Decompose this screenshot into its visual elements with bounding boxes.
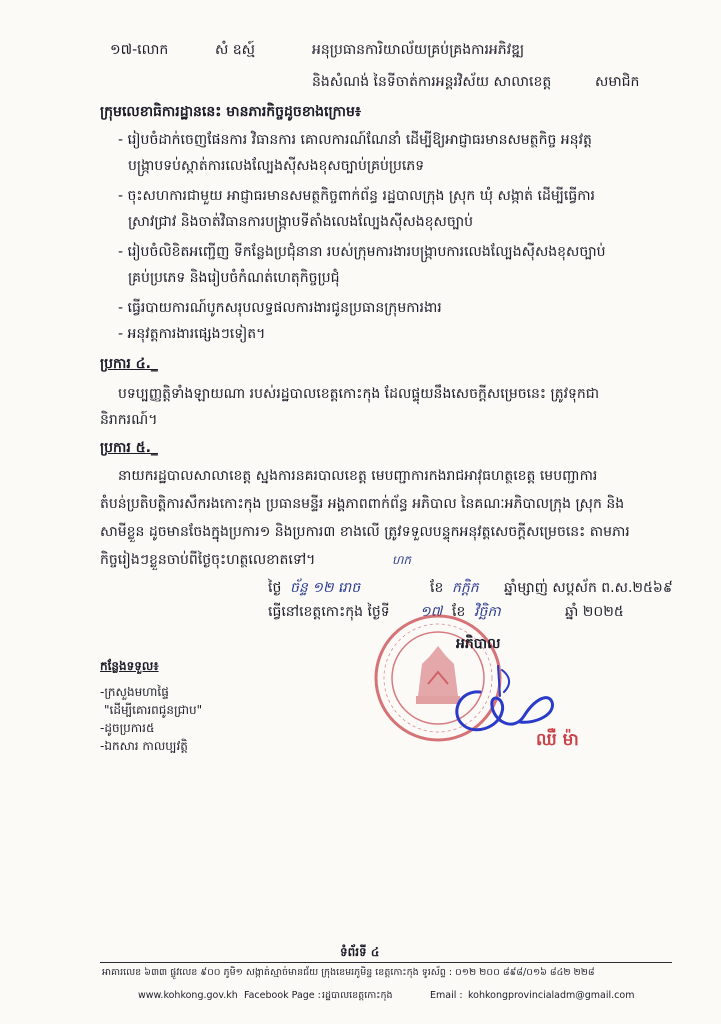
signatory-name: ឈឺ ម៉ា [536, 730, 579, 750]
duty-item-2-line1: - ចុះសហការជាមួយ អាជ្ញាធរមានសមត្ថកិច្ចពាក់ព័ន្ធ រដ្ឋបាលក្រុង ស្រុក ឃុំ សង្កាត់ ដើម្បីធ្វើការ [118, 188, 595, 204]
footer-facebook-link[interactable]: រដ្ឋបាលខេត្តកោះកុង [322, 990, 393, 1001]
handwritten-initials: ហក [392, 553, 412, 567]
article-5-line4: កិច្ចរៀងៗខ្លួនចាប់ពីថ្ងៃចុះហត្ថលេខាតទៅ។ [100, 552, 316, 568]
article-4-title: ប្រការ ៤._ [100, 356, 158, 372]
member-role-line1: អនុប្រធានការិយាល័យគ្រប់គ្រងការអភិវឌ្ឍ [312, 42, 525, 58]
duties-heading: ក្រុមលេខាធិការដ្ឋាននេះ មានភារកិច្ចដូចខាងក្រោម៖ [100, 104, 362, 120]
duty-item-5: - អនុវត្តការងារផ្សេងៗទៀត។ [118, 326, 266, 342]
member-number: ១៧-លោក [110, 42, 169, 58]
footer-address: អាគារលេខ ៦៣៣ ផ្លូវលេខ ៩០០ ភូមិ១ សង្កាត់ស្មាច់មានជ័យ ក្រុងខេមរភូមិន្ទ ខេត្តកោះកុង ទូរស័ព្ទ : ០១២ ២០០ ៨៩៨/០១៦ ៨៤២ ២២៨ [102, 967, 595, 978]
solar-day: ១៧ [420, 604, 443, 620]
solar-date-prefix: ធ្វើនៅខេត្តកោះកុង ថ្ងៃទី [268, 604, 390, 620]
member-name: សំ ឧស្ម៍ [215, 42, 255, 58]
recipients-heading: កន្លែងទទួល៖ [100, 659, 159, 673]
duty-item-1-line1: - រៀបចំដាក់ចេញផែនការ វិធានការ គោលការណ៍ណែនាំ ដើម្បីឱ្យអាជ្ញាធរមានសមត្ថកិច្ច អនុវត្ត [118, 132, 592, 148]
lunar-day: ច័ន្ទ ១២ រោច [290, 580, 361, 596]
solar-year: ឆ្នាំ ២០២៥ [565, 604, 624, 620]
article-5-line2: តំបន់ប្រតិបត្តិការសឹករងកោះកុង ប្រធានមន្ទីរ អង្គភាពពាក់ព័ន្ធ អភិបាល នៃគណៈអភិបាលក្រុង ស្រុក និង [100, 496, 625, 512]
lunar-month: កក្តិក [452, 580, 479, 596]
footer-email-link[interactable]: kohkongprovincialadm@gmail.com [468, 990, 635, 1001]
recipient-2: -ដូចប្រការ៥ [100, 721, 155, 735]
duty-item-4: - ធ្វើរបាយការណ៍បូកសរុបលទ្ធផលការងារជូនប្រធានក្រុមការងារ [118, 300, 442, 316]
duty-item-3-line1: - រៀបចំលិខិតអញ្ជើញ ទីកន្លែងប្រជុំនានា របស់ក្រុមការងារបង្ក្រាបការលេងល្បែងស៊ីសងខុសច្បាប់ [118, 244, 606, 260]
recipient-1-note: "ដើម្បីគោរពជូនជ្រាប" [104, 703, 203, 717]
footer-website-link[interactable]: www.kohkong.gov.kh [138, 990, 238, 1001]
duty-item-2-line2: ស្រាវជ្រាវ និងចាត់វិធានការបង្ក្រាបទីតាំងលេងល្បែងស៊ីសងខុសច្បាប់ [128, 214, 474, 230]
duty-item-1-line2: បង្ក្រាបទប់ស្កាត់ការលេងល្បែងស៊ីសងខុសច្បាប់គ្រប់ប្រភេទ [128, 158, 425, 174]
article-5-line1: នាយករដ្ឋបាលសាលាខេត្ត ស្នងការនគរបាលខេត្ត មេបញ្ជាការកងរាជអាវុធហត្ថខេត្ត មេបញ្ជាការ [118, 468, 598, 484]
duty-item-3-line2: គ្រប់ប្រភេទ និងរៀបចំកំណត់ហេតុកិច្ចប្រជុំ [128, 270, 340, 286]
solar-month: វិច្ឆិកា [474, 604, 501, 620]
signatory-title: អភិបាល [456, 636, 501, 652]
article-4-line1: បទប្បញ្ញត្តិទាំងឡាយណា របស់រដ្ឋបាលខេត្តកោះកុង ដែលផ្ទុយនឹងសេចក្តីសម្រេចនេះ ត្រូវទុកជា [118, 386, 600, 402]
footer-email-label: Email : [430, 990, 463, 1001]
article-5-line3: សាមីខ្លួន ដូចមានចែងក្នុងប្រការ១ និងប្រការ៣ ខាងលើ ត្រូវទទួលបន្ទុកអនុវត្តសេចក្តីសម្រេចនេះ តាមភារ [100, 524, 630, 540]
lunar-year: ឆ្នាំម្សាញ់ សប្តស័ក ព.ស.២៥៦៩ [504, 580, 673, 596]
article-4-line2: និរាករណ៍។ [100, 412, 158, 428]
recipient-3: -ឯកសារ កាលប្បវត្តិ [100, 739, 188, 753]
lunar-month-prefix: ខែ [430, 580, 444, 596]
article-5-title: ប្រការ ៥._ [100, 440, 158, 456]
lunar-day-prefix: ថ្ងៃ [268, 580, 282, 596]
page-number: ទំព័រទី ៤ [340, 945, 380, 959]
member-role-suffix: សមាជិក [595, 74, 640, 90]
member-role-line2: និងសំណង់ នៃទីចាត់ការអន្តរវិស័យ សាលាខេត្ត [312, 74, 552, 90]
footer-facebook-label: Facebook Page : [244, 990, 321, 1001]
solar-month-prefix: ខែ [452, 604, 466, 620]
recipient-1: -ក្រសួងមហាផ្ទៃ [100, 685, 169, 699]
